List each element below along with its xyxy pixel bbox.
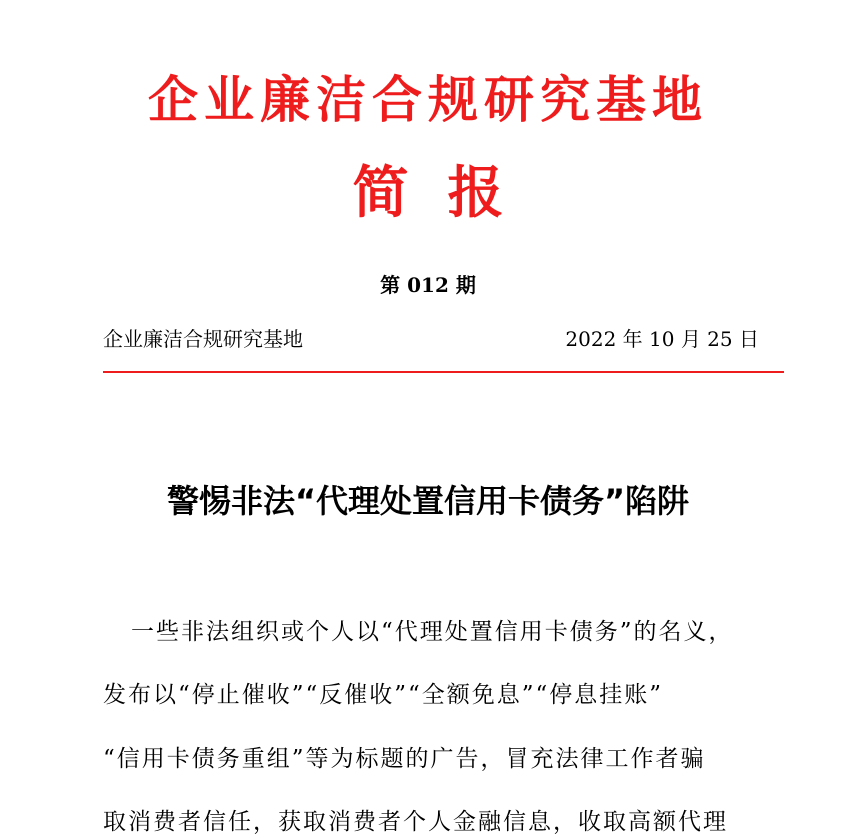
- article-title: 警惕非法“代理处置信用卡债务”陷阱: [166, 482, 690, 520]
- article-line: 取消费者信任，获取消费者个人金融信息，收取高额代理: [103, 809, 728, 835]
- masthead-title: 企业廉洁合规研究基地: [148, 70, 708, 129]
- article-line: “信用卡债务重组”等为标题的广告，冒充法律工作者骗: [103, 746, 706, 772]
- publish-date: 2022 年 10 月 25 日: [565, 327, 759, 351]
- meta-row: [103, 325, 759, 353]
- article-line: 发布以“停止催收”“反催收”“全额免息”“停息挂账”: [103, 682, 664, 708]
- publisher-name: 企业廉洁合规研究基地: [103, 327, 303, 351]
- article-line: 一些非法组织或个人以“代理处置信用卡债务”的名义，: [131, 619, 734, 645]
- header-divider: [103, 371, 784, 373]
- issue-number: 第 012 期: [380, 273, 476, 297]
- masthead-subtitle: 简 报: [352, 160, 504, 226]
